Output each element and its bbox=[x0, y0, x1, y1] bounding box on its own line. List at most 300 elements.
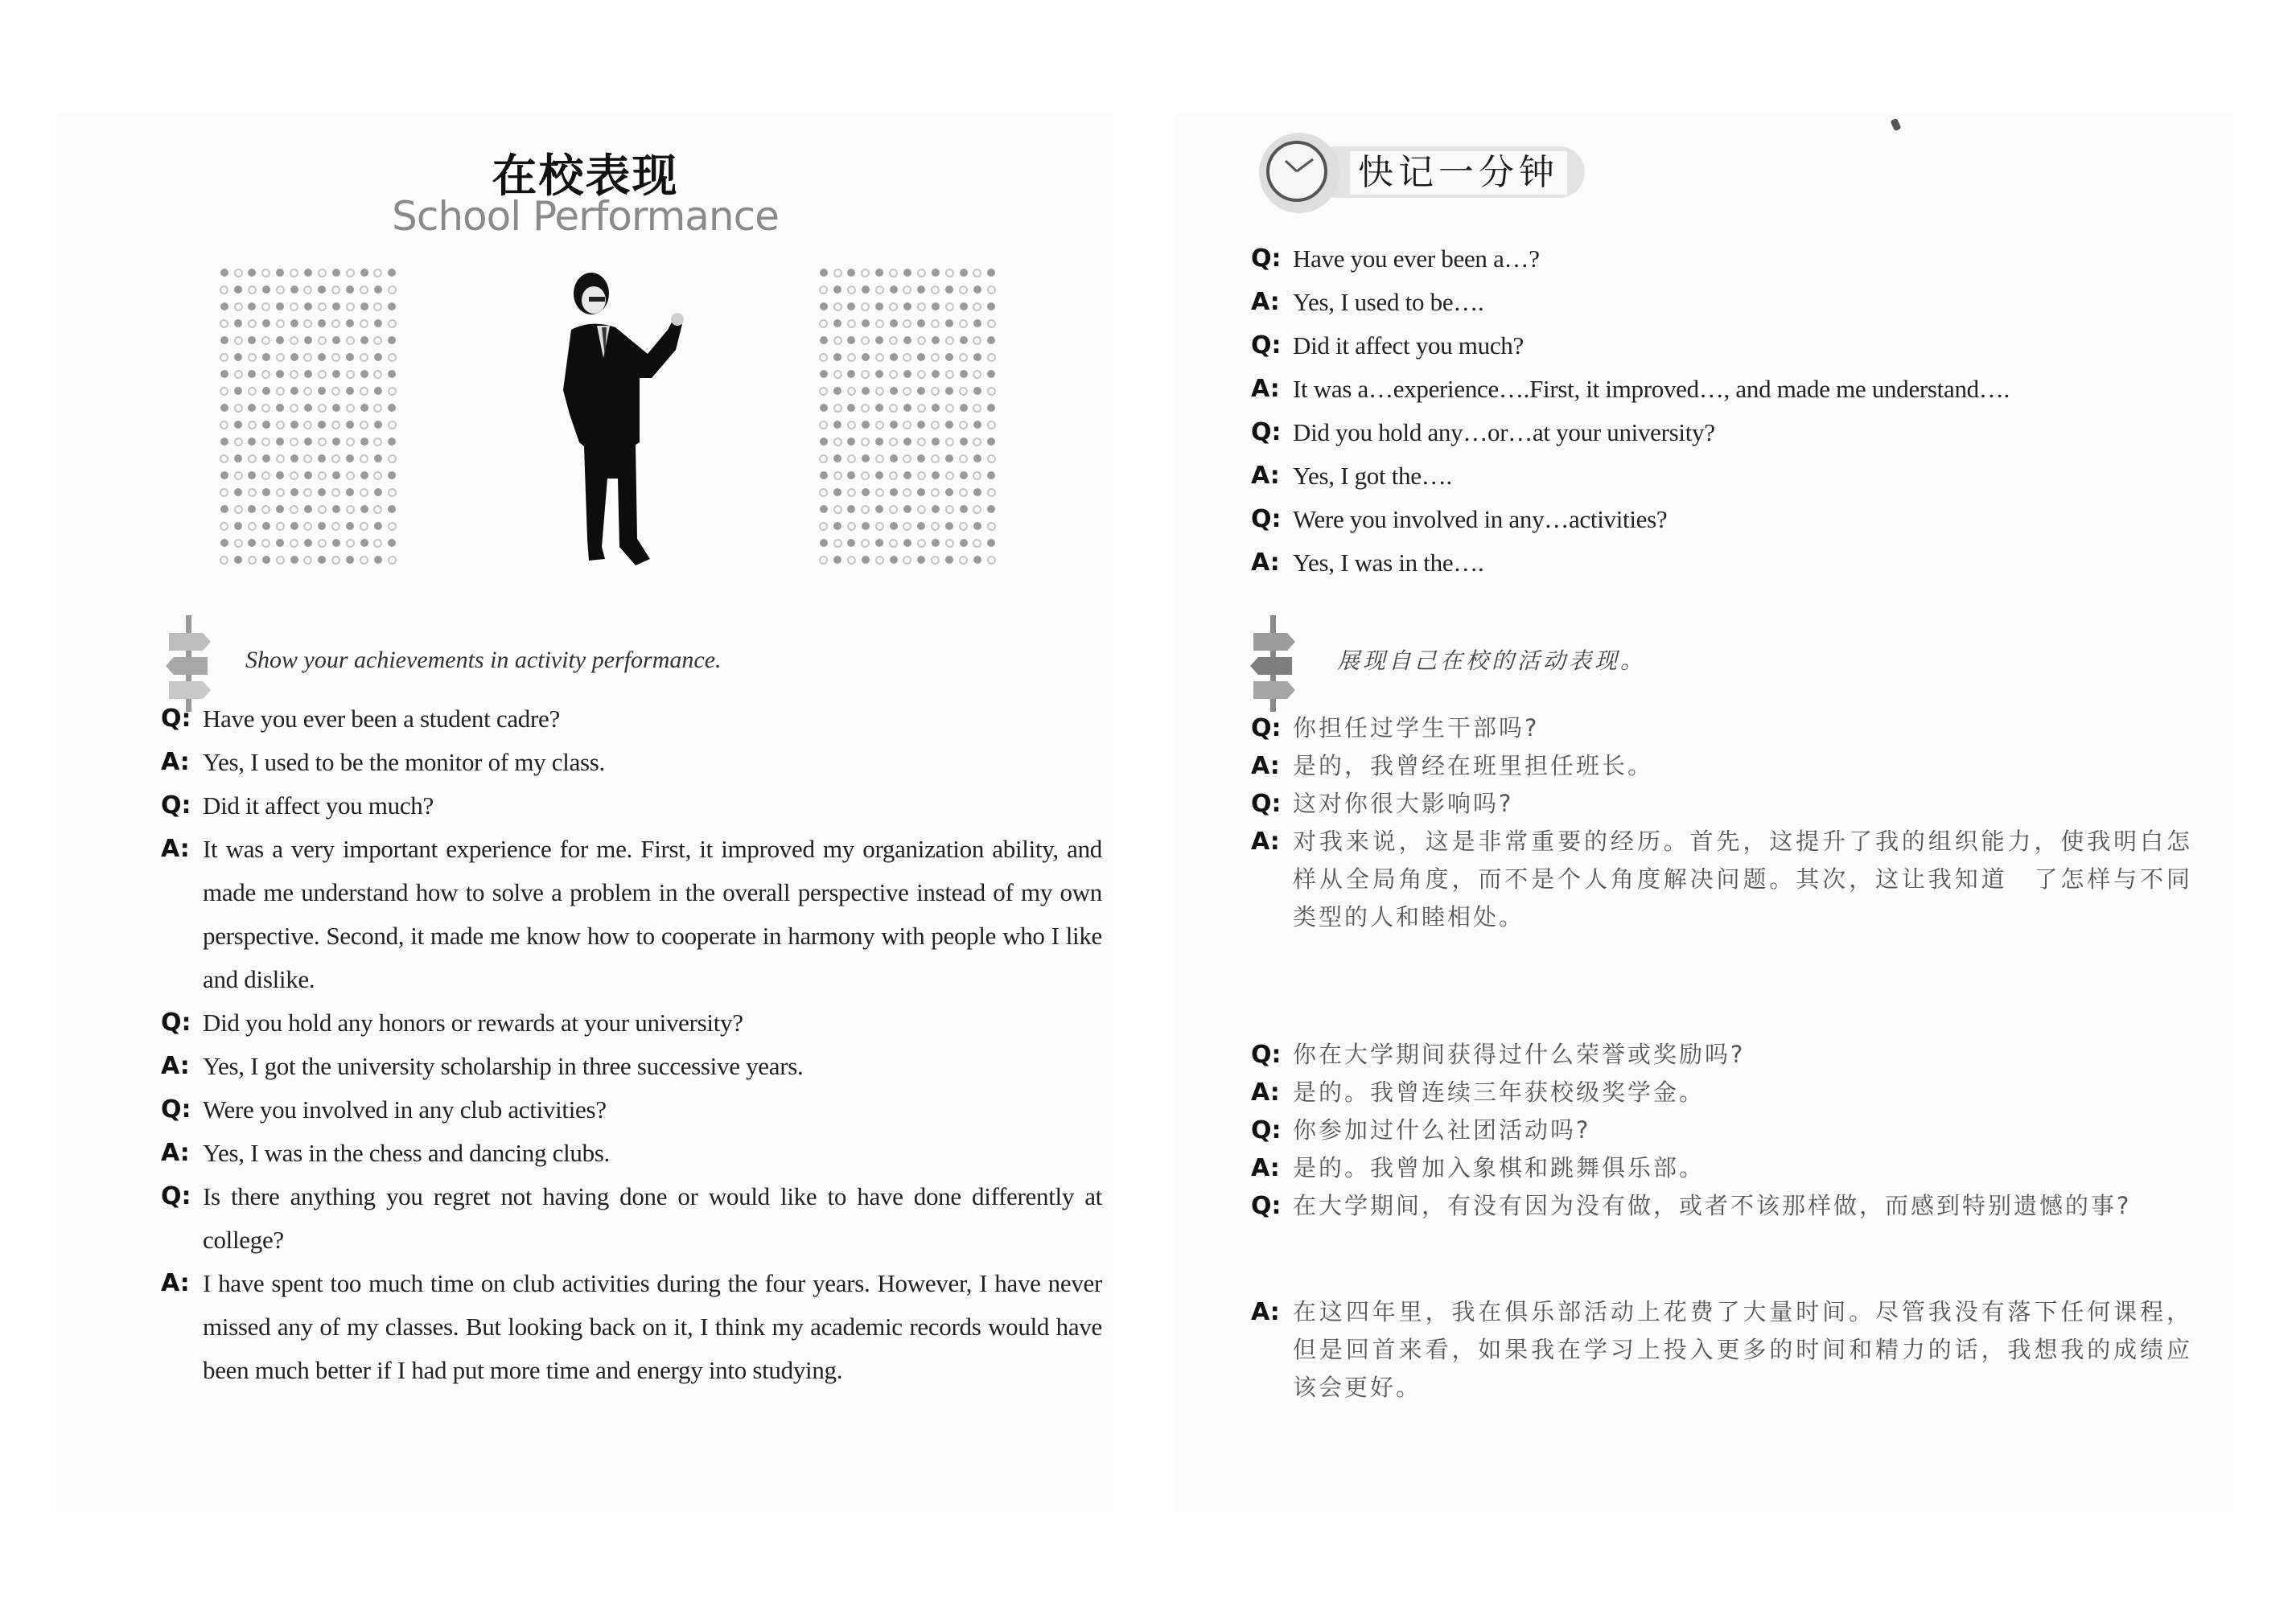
pattern-dot bbox=[331, 353, 340, 362]
pattern-dot bbox=[290, 336, 298, 345]
pattern-dot bbox=[833, 556, 841, 564]
pattern-dot bbox=[847, 421, 856, 429]
pattern-dot bbox=[346, 269, 355, 277]
pattern-dot bbox=[331, 488, 340, 497]
pattern-dot bbox=[960, 471, 968, 479]
pattern-dot bbox=[987, 319, 996, 328]
pattern-dot bbox=[833, 471, 842, 480]
pattern-dot bbox=[304, 370, 312, 378]
pattern-dot bbox=[234, 404, 243, 413]
pattern-dot bbox=[819, 556, 828, 565]
pattern-dot bbox=[960, 404, 968, 412]
pattern-dot bbox=[875, 522, 884, 531]
pattern-dot bbox=[360, 387, 368, 396]
pattern-dot bbox=[820, 336, 828, 344]
pattern-dot bbox=[819, 488, 828, 497]
pattern-dot bbox=[987, 505, 995, 513]
question-label: Q: bbox=[1251, 1116, 1282, 1144]
pattern-dot bbox=[388, 370, 396, 378]
answer-label: A: bbox=[1251, 1154, 1280, 1182]
pattern-dot bbox=[973, 488, 981, 496]
pattern-dot bbox=[262, 286, 270, 294]
pattern-dot bbox=[220, 387, 228, 396]
tip-text-cn: 展现自己在校的活动表现。 bbox=[1337, 647, 1647, 674]
pattern-dot bbox=[973, 336, 981, 345]
pattern-dot bbox=[346, 319, 354, 327]
pattern-dot bbox=[290, 269, 298, 277]
pattern-dot bbox=[833, 539, 842, 548]
pattern-dot bbox=[290, 302, 298, 311]
pattern-dot bbox=[973, 404, 981, 413]
clock-icon bbox=[1255, 129, 1343, 217]
pattern-dot bbox=[945, 370, 954, 379]
pattern-dot bbox=[290, 353, 298, 361]
pattern-dot bbox=[890, 556, 898, 564]
pattern-dot bbox=[276, 454, 285, 463]
answer-text: Yes, I was in the chess and dancing clubs. bbox=[203, 1139, 610, 1167]
pattern-dot bbox=[234, 556, 242, 564]
question-text: Have you ever been a…? bbox=[1293, 244, 1540, 273]
pattern-dot bbox=[220, 336, 228, 344]
pattern-dot bbox=[833, 319, 841, 327]
pattern-dot bbox=[304, 404, 312, 412]
question-text: Have you ever been a student cadre? bbox=[203, 705, 560, 733]
pattern-dot bbox=[374, 319, 382, 327]
pattern-dot bbox=[875, 556, 884, 565]
pattern-dot bbox=[290, 522, 298, 530]
pattern-dot bbox=[248, 370, 256, 378]
answer-label: A: bbox=[1251, 288, 1280, 316]
pattern-dot bbox=[819, 387, 828, 396]
pattern-dot bbox=[346, 471, 355, 480]
pattern-dot bbox=[917, 319, 925, 327]
pattern-dot bbox=[875, 387, 884, 396]
pattern-dot bbox=[373, 336, 382, 345]
pattern-dot bbox=[945, 404, 954, 413]
pattern-dot bbox=[220, 370, 228, 378]
pattern-dot bbox=[276, 522, 285, 531]
answer-text: I have spent too much time on club activities during the four years. However, I have never missed any of my classes. But looking back on it, I think my academic records would have been much better if I had put more time and energy into studying. bbox=[203, 1269, 1102, 1384]
pattern-dot bbox=[875, 370, 883, 378]
pattern-dot bbox=[960, 505, 968, 513]
pattern-dot bbox=[248, 302, 256, 310]
pattern-dot bbox=[931, 454, 940, 463]
pattern-dot bbox=[847, 488, 856, 497]
pattern-dot bbox=[346, 387, 354, 395]
question-text: 你参加过什么社团活动吗? bbox=[1293, 1116, 1591, 1144]
pattern-dot bbox=[303, 556, 312, 565]
pattern-dot bbox=[875, 269, 883, 277]
answer-text: Yes, I used to be the monitor of my class. bbox=[203, 748, 606, 776]
question-text: Were you involved in any club activities? bbox=[203, 1095, 607, 1124]
pattern-dot bbox=[847, 454, 856, 463]
question-text: 这对你很大影响吗? bbox=[1293, 790, 1514, 817]
pattern-dot bbox=[360, 421, 368, 429]
pattern-dot bbox=[373, 505, 382, 514]
answer-text: 是的。我曾加入象棋和跳舞俱乐部。 bbox=[1293, 1154, 1706, 1181]
pattern-dot bbox=[318, 353, 326, 361]
pattern-dot bbox=[932, 404, 940, 412]
pattern-dot bbox=[889, 471, 898, 480]
answer-label: A: bbox=[1251, 1079, 1280, 1107]
pattern-dot bbox=[945, 471, 954, 480]
pattern-dot bbox=[262, 454, 270, 462]
pattern-dot bbox=[875, 302, 883, 310]
pattern-dot bbox=[304, 539, 312, 547]
pattern-dot bbox=[833, 454, 841, 462]
pattern-dot bbox=[931, 387, 940, 396]
pattern-dot bbox=[959, 556, 968, 565]
pattern-dot bbox=[847, 370, 855, 378]
pattern-dot bbox=[346, 454, 354, 462]
pattern-dot bbox=[220, 522, 228, 531]
pattern-dot bbox=[220, 488, 228, 497]
pattern-dot bbox=[388, 353, 397, 362]
pattern-dot bbox=[833, 505, 842, 514]
pattern-dot bbox=[959, 353, 968, 362]
pattern-dot bbox=[987, 438, 995, 446]
pattern-dot bbox=[847, 556, 856, 565]
pattern-dot bbox=[346, 302, 355, 311]
answer-label: A: bbox=[1251, 462, 1280, 490]
pattern-dot bbox=[276, 319, 285, 328]
pattern-dot bbox=[973, 353, 981, 361]
pattern-dot bbox=[220, 286, 228, 294]
pattern-dot bbox=[917, 556, 925, 564]
pattern-dot bbox=[903, 539, 911, 547]
pattern-dot bbox=[248, 336, 256, 344]
question-label: Q: bbox=[161, 1182, 191, 1210]
pattern-dot bbox=[903, 319, 911, 328]
question-row bbox=[1251, 709, 2192, 747]
pattern-dot bbox=[388, 336, 396, 344]
pattern-dot bbox=[903, 556, 911, 565]
pattern-dot bbox=[303, 488, 312, 497]
answer-text: Yes, I got the university scholarship in three successive years. bbox=[203, 1052, 804, 1080]
pattern-dot bbox=[318, 370, 327, 379]
pattern-dot bbox=[346, 370, 355, 379]
pattern-dot bbox=[987, 421, 996, 429]
pattern-dot bbox=[318, 302, 327, 311]
pattern-dot bbox=[932, 336, 940, 344]
pattern-dot bbox=[360, 488, 368, 497]
answer-row bbox=[161, 1132, 1102, 1175]
pattern-dot bbox=[903, 488, 911, 497]
pattern-dot bbox=[331, 454, 340, 463]
pattern-dot bbox=[932, 505, 940, 513]
pattern-dot bbox=[388, 269, 396, 277]
pattern-dot bbox=[220, 556, 228, 565]
pattern-dot bbox=[820, 404, 828, 412]
pattern-dot bbox=[847, 522, 856, 531]
pattern-dot bbox=[917, 505, 926, 514]
pattern-dot bbox=[234, 522, 242, 530]
pattern-dot bbox=[332, 302, 340, 310]
pattern-dot bbox=[987, 286, 996, 294]
question-label: Q: bbox=[1251, 1041, 1282, 1069]
pattern-dot bbox=[303, 319, 312, 328]
pattern-dot bbox=[248, 438, 256, 446]
pattern-dot bbox=[248, 522, 257, 531]
answer-label: A: bbox=[1251, 1298, 1280, 1326]
pattern-dot bbox=[248, 404, 256, 412]
answer-row bbox=[1251, 1293, 2192, 1407]
pattern-dot bbox=[360, 522, 368, 531]
pattern-dot bbox=[360, 539, 368, 547]
answer-text: Yes, I used to be…. bbox=[1293, 288, 1484, 316]
pattern-dot bbox=[303, 387, 312, 396]
pattern-dot bbox=[388, 488, 397, 497]
pattern-dot bbox=[332, 438, 340, 446]
pattern-dot bbox=[945, 421, 953, 429]
question-label: Q: bbox=[161, 705, 191, 733]
pattern-dot bbox=[373, 302, 382, 311]
pattern-dot bbox=[833, 404, 842, 413]
pattern-dot bbox=[973, 286, 981, 294]
pattern-dot bbox=[932, 302, 940, 310]
answer-label: A: bbox=[1251, 828, 1280, 856]
question-label: Q: bbox=[161, 791, 191, 820]
pattern-dot bbox=[276, 353, 285, 362]
question-row bbox=[161, 1088, 1102, 1132]
dot-pattern-right bbox=[817, 265, 998, 571]
question-label: Q: bbox=[1251, 714, 1282, 742]
pattern-dot bbox=[318, 556, 326, 564]
pattern-dot bbox=[262, 319, 270, 327]
pattern-dot bbox=[374, 421, 382, 429]
answer-row bbox=[161, 828, 1102, 1001]
pattern-dot bbox=[889, 302, 898, 311]
question-label: Q: bbox=[1251, 244, 1282, 273]
pattern-dot bbox=[861, 336, 870, 345]
pattern-dot bbox=[332, 404, 340, 412]
pattern-dot bbox=[276, 286, 285, 294]
pattern-dot bbox=[889, 438, 898, 446]
pattern-dot bbox=[388, 404, 396, 412]
signpost-icon bbox=[1245, 615, 1302, 712]
pattern-dot bbox=[346, 286, 354, 294]
pattern-dot bbox=[346, 421, 354, 429]
pattern-dot bbox=[374, 387, 382, 395]
pattern-dot bbox=[875, 286, 884, 294]
answer-row bbox=[161, 741, 1102, 784]
pattern-dot bbox=[960, 269, 968, 277]
pattern-dot bbox=[261, 336, 270, 345]
pattern-dot bbox=[276, 471, 284, 479]
answer-label: A: bbox=[1251, 375, 1280, 403]
pattern-dot bbox=[234, 336, 243, 345]
answer-label: A: bbox=[161, 1269, 190, 1297]
pattern-dot bbox=[917, 286, 925, 294]
pattern-dot bbox=[875, 421, 884, 429]
pattern-dot bbox=[847, 353, 856, 362]
pattern-dot bbox=[903, 286, 911, 294]
pattern-dot bbox=[960, 336, 968, 344]
pattern-dot bbox=[847, 404, 855, 412]
pattern-dot bbox=[360, 505, 368, 513]
pattern-dot bbox=[847, 387, 856, 396]
pattern-dot bbox=[248, 556, 257, 565]
pattern-dot bbox=[331, 387, 340, 396]
pattern-dot bbox=[903, 269, 911, 277]
pattern-dot bbox=[248, 286, 257, 294]
pattern-dot bbox=[917, 438, 926, 446]
pattern-dot bbox=[932, 539, 940, 547]
pattern-dot bbox=[959, 286, 968, 294]
pattern-dot bbox=[960, 438, 968, 446]
pattern-dot bbox=[261, 539, 270, 548]
answer-row bbox=[1251, 368, 2200, 411]
question-text: 你担任过学生干部吗? bbox=[1293, 714, 1540, 742]
question-text: 在大学期间，有没有因为没有做，或者不该那样做，而感到特别遗憾的事? bbox=[1293, 1192, 2132, 1219]
pattern-dot bbox=[331, 522, 340, 531]
pattern-dot bbox=[833, 353, 841, 361]
answer-row bbox=[1251, 823, 2192, 936]
pattern-dot bbox=[987, 488, 996, 497]
answer-text: 在这四年里，我在俱乐部活动上花费了大量时间。尽管我没有落下任何课程，但是回首来看，如果我在学习上投入更多的时间和精力的话，我想我的成绩应该会更好。 bbox=[1293, 1298, 2192, 1401]
pattern-dot bbox=[360, 404, 368, 412]
pattern-dot bbox=[290, 488, 298, 496]
pattern-dot bbox=[248, 421, 257, 429]
pattern-dot bbox=[304, 336, 312, 344]
pattern-dot bbox=[220, 269, 228, 277]
pattern-dot bbox=[304, 505, 312, 513]
answer-row bbox=[1251, 541, 2200, 585]
pattern-dot bbox=[374, 522, 382, 530]
pattern-dot bbox=[987, 353, 996, 362]
pattern-dot bbox=[303, 522, 312, 531]
pattern-dot bbox=[945, 556, 953, 564]
pattern-dot bbox=[303, 454, 312, 463]
pattern-dot bbox=[973, 539, 981, 548]
pattern-dot bbox=[861, 269, 870, 277]
pattern-dot bbox=[388, 421, 397, 429]
pattern-dot bbox=[861, 471, 870, 480]
pattern-dot bbox=[303, 353, 312, 362]
pattern-dot bbox=[290, 556, 298, 564]
pattern-dot bbox=[847, 269, 855, 277]
pattern-dot bbox=[959, 421, 968, 429]
pattern-dot bbox=[932, 370, 940, 378]
pattern-dot bbox=[903, 387, 911, 396]
pattern-dot bbox=[959, 454, 968, 463]
pattern-dot bbox=[917, 387, 925, 395]
pattern-dot bbox=[276, 302, 284, 310]
pattern-dot bbox=[987, 336, 995, 344]
question-row bbox=[1251, 785, 2192, 823]
pattern-dot bbox=[373, 269, 382, 277]
pattern-dot bbox=[234, 421, 242, 429]
pattern-dot bbox=[360, 302, 368, 310]
pattern-dot bbox=[833, 286, 841, 294]
pattern-dot bbox=[847, 438, 855, 446]
pattern-dot bbox=[248, 353, 257, 362]
pattern-dot bbox=[959, 488, 968, 497]
pattern-dot bbox=[931, 353, 940, 362]
pattern-dot bbox=[820, 269, 828, 277]
pattern-dot bbox=[360, 336, 368, 344]
answer-row bbox=[1251, 281, 2200, 324]
pattern-dot bbox=[220, 471, 228, 479]
pattern-dot bbox=[276, 336, 284, 344]
pattern-dot bbox=[234, 505, 243, 514]
pattern-dot bbox=[861, 302, 870, 311]
pattern-dot bbox=[903, 505, 911, 513]
pattern-dot bbox=[903, 471, 911, 479]
pattern-dot bbox=[987, 454, 996, 463]
pattern-dot bbox=[973, 302, 981, 311]
pattern-dot bbox=[261, 471, 270, 480]
pattern-dot bbox=[373, 404, 382, 413]
answer-row bbox=[161, 1045, 1102, 1088]
pattern-dot bbox=[960, 370, 968, 378]
pattern-dot bbox=[234, 488, 242, 496]
pattern-dot bbox=[220, 353, 228, 362]
pattern-dot bbox=[875, 404, 883, 412]
pattern-dot bbox=[234, 286, 242, 294]
pattern-dot bbox=[819, 286, 828, 294]
question-row bbox=[1251, 411, 2200, 454]
pattern-dot bbox=[346, 404, 355, 413]
answer-label: A: bbox=[1251, 752, 1280, 780]
pattern-dot bbox=[889, 370, 898, 379]
pattern-dot bbox=[261, 404, 270, 413]
pattern-dot bbox=[932, 438, 940, 446]
pattern-dot bbox=[318, 505, 327, 514]
pattern-dot bbox=[318, 539, 327, 548]
pattern-dot bbox=[890, 286, 898, 294]
pattern-dot bbox=[234, 353, 242, 361]
pattern-dot bbox=[833, 302, 842, 311]
question-row bbox=[1251, 498, 2200, 541]
pattern-dot bbox=[388, 387, 397, 396]
pattern-dot bbox=[346, 488, 354, 496]
pattern-dot bbox=[833, 438, 842, 446]
pattern-dot bbox=[290, 319, 298, 327]
pattern-dot bbox=[875, 353, 884, 362]
answer-text: Yes, I got the…. bbox=[1293, 462, 1452, 490]
pattern-dot bbox=[889, 539, 898, 548]
pattern-dot bbox=[248, 454, 257, 463]
pattern-dot bbox=[861, 539, 870, 548]
answer-label: A: bbox=[161, 1139, 190, 1167]
pattern-dot bbox=[973, 556, 981, 564]
pattern-dot bbox=[318, 438, 327, 446]
answer-text: 对我来说，这是非常重要的经历。首先，这提升了我的组织能力，使我明白怎样从全局角度，而不是个人角度解决问题。其次，这让我知道 了怎样与不同类型的人和睦相处。 bbox=[1293, 828, 2192, 931]
pattern-dot bbox=[931, 286, 940, 294]
pattern-dot bbox=[374, 488, 382, 496]
pattern-dot bbox=[903, 454, 911, 463]
pattern-dot bbox=[945, 454, 953, 462]
pattern-dot bbox=[917, 454, 925, 462]
pattern-dot bbox=[303, 286, 312, 294]
pattern-dot bbox=[875, 539, 883, 547]
pattern-dot bbox=[875, 488, 884, 497]
pattern-dot bbox=[262, 421, 270, 429]
pattern-dot bbox=[248, 387, 257, 396]
pattern-dot bbox=[890, 353, 898, 361]
pattern-dot bbox=[234, 438, 243, 446]
question-row bbox=[1251, 1187, 2192, 1225]
left-page bbox=[56, 113, 1114, 1512]
pattern-dot bbox=[388, 286, 397, 294]
question-row bbox=[1251, 237, 2200, 281]
pattern-dot bbox=[917, 302, 926, 311]
pattern-dot bbox=[917, 336, 926, 345]
pattern-dot bbox=[290, 471, 298, 480]
pattern-dot bbox=[973, 370, 981, 379]
pattern-dot bbox=[833, 387, 841, 395]
